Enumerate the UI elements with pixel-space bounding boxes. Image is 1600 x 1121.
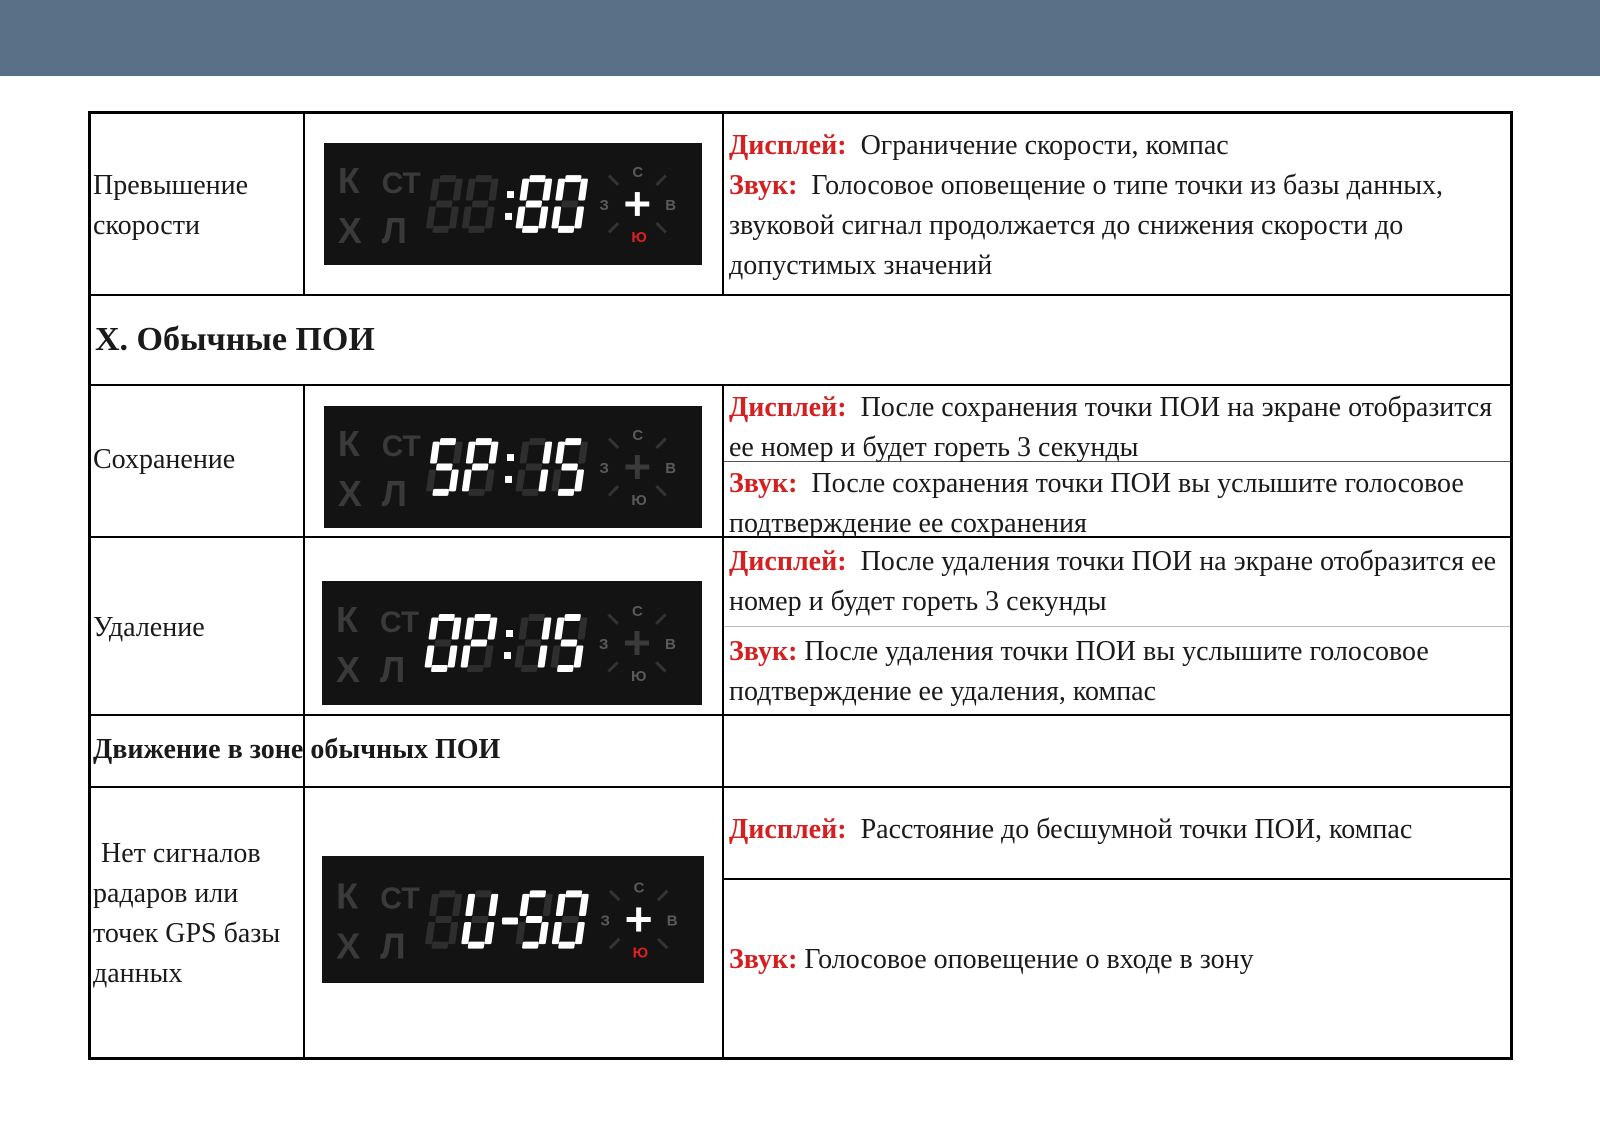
lcd-segment (575, 922, 585, 944)
lcd-segment (431, 665, 448, 672)
lcd-digit (461, 438, 499, 496)
lcd-segment (460, 646, 470, 668)
lcd-panel-save (324, 406, 702, 528)
lcd-dash (502, 917, 518, 924)
save-display-cell (729, 388, 1504, 468)
display-text: Ограничение скорости, компас (860, 130, 1229, 161)
compass-west: З (599, 636, 609, 653)
lcd-label-st: СТ (380, 882, 420, 916)
compass-east: В (665, 636, 676, 653)
lcd-segment (470, 640, 487, 647)
lcd-segment (519, 179, 529, 201)
lcd-segment (561, 201, 578, 208)
lcd-segment (529, 438, 546, 445)
lcd-segment (518, 618, 528, 640)
lcd-segment (467, 665, 484, 672)
lcd-segment (472, 464, 489, 471)
compass-west: З (600, 912, 610, 930)
lcd-segment (485, 469, 495, 491)
lcd-segment (529, 890, 546, 897)
lcd-segment (483, 646, 493, 668)
lcd-colon (504, 652, 511, 659)
compass-north: С (633, 879, 645, 897)
compass-west: З (599, 196, 609, 214)
lcd-graphic (322, 581, 702, 705)
lcd-digit (515, 890, 553, 948)
lcd-segment (555, 179, 565, 201)
lcd-segment (430, 179, 440, 201)
display-label: Дисплей: (729, 130, 847, 161)
lcd-segment (434, 640, 451, 647)
sound-text: Голосовое оповещение о входе в зону (804, 944, 1254, 975)
lcd-digit (514, 614, 552, 672)
lcd-label-x: Х (336, 925, 361, 967)
lcd-segment (524, 640, 541, 647)
row-name-save: Сохранение (93, 444, 236, 475)
lcd-label-x: Х (336, 649, 361, 690)
cell-divider (724, 626, 1510, 627)
lcd-digit (461, 175, 499, 233)
lcd-segment (525, 916, 542, 923)
lcd-label-st: СТ (381, 167, 421, 201)
lcd-segment (525, 201, 542, 208)
sound-text: После удаления точки ПОИ вы услышите голосовое подтверждение ее удаления, компас (729, 636, 1429, 707)
lcd-digit (515, 175, 553, 233)
compass-east: В (666, 912, 678, 930)
col-divider (722, 786, 724, 1057)
delete-display-cell (729, 542, 1504, 622)
lcd-segment (514, 646, 524, 668)
lcd-label-k: К (337, 424, 360, 465)
lcd-segment (472, 201, 489, 208)
sound-label: Звук: (729, 468, 798, 499)
display-label: Дисплей: (729, 546, 847, 577)
col-divider (722, 714, 724, 786)
lcd-segment (438, 614, 455, 621)
header-bar (0, 0, 1600, 76)
info-table (88, 111, 1513, 1060)
lcd-segment (515, 922, 525, 944)
sound-text: После сохранения точки ПОИ вы услышите голосовое подтверждение ее сохранения (729, 468, 1464, 539)
lcd-segment (519, 442, 529, 464)
lcd-graphic (324, 406, 702, 528)
lcd-digit (551, 438, 589, 496)
lcd-segment (432, 226, 449, 233)
lcd-segment (462, 469, 472, 491)
lcd-segment (466, 179, 476, 201)
compass-south: Ю (631, 228, 647, 246)
lcd-segment (551, 206, 561, 228)
col-divider (303, 114, 305, 294)
lcd-digit (550, 614, 588, 672)
lcd-graphic (324, 143, 702, 265)
lcd-segment (439, 438, 456, 445)
save-sound-cell (729, 464, 1504, 544)
lcd-segment (555, 442, 565, 464)
display-label: Дисплей: (729, 814, 847, 845)
lcd-label-l: Л (380, 925, 406, 967)
lcd-segment (552, 922, 562, 944)
lcd-segment (436, 201, 453, 208)
sound-text: Голосовое оповещение о типе точки из базы данных, звуковой сигнал продолжается до снижения скорости до допустимых значений (729, 170, 1444, 281)
lcd-digit (424, 890, 462, 948)
delete-sound-cell (729, 632, 1504, 712)
lcd-label-st: СТ (380, 606, 420, 639)
lcd-segment (560, 640, 577, 647)
lcd-segment (521, 665, 538, 672)
lcd-segment (550, 646, 560, 668)
compass-east: В (665, 196, 676, 214)
lcd-segment (466, 442, 476, 464)
lcd-segment (515, 206, 525, 228)
lcd-colon (505, 213, 512, 220)
lcd-segment (556, 894, 566, 916)
lcd-segment (431, 942, 448, 949)
lcd-segment (448, 922, 458, 944)
lcd-digit (425, 175, 463, 233)
lcd-panel-speeding (324, 143, 702, 265)
lcd-segment (519, 894, 529, 916)
lcd-segment (565, 175, 582, 182)
lcd-colon (506, 630, 513, 637)
compass-south: Ю (631, 491, 647, 509)
lcd-segment (551, 469, 561, 491)
lcd-segment (439, 890, 456, 897)
lcd-segment (447, 646, 457, 668)
lcd-digit (551, 175, 589, 233)
lcd-segment (462, 206, 472, 228)
lcd-segment (429, 894, 439, 916)
lcd-panel-no-signal (322, 856, 704, 983)
lcd-label-k: К (336, 875, 359, 917)
no-signal-display-cell (729, 810, 1504, 850)
zone-title: Движение в зоне обычных ПОИ (93, 734, 501, 765)
sound-label: Звук: (729, 170, 798, 201)
lcd-graphic (322, 856, 704, 983)
lcd-segment (558, 942, 575, 949)
lcd-segment (464, 618, 474, 640)
lcd-segment (558, 226, 575, 233)
compass-south: Ю (631, 668, 647, 685)
sound-label: Звук: (729, 636, 798, 667)
lcd-label-l: Л (380, 649, 406, 690)
lcd-segment (528, 614, 545, 621)
lcd-label-k: К (336, 599, 358, 640)
lcd-segment (449, 469, 459, 491)
lcd-segment (475, 438, 492, 445)
lcd-segment (558, 489, 575, 496)
lcd-segment (538, 206, 548, 228)
compass-icon (610, 891, 668, 949)
lcd-segment (564, 614, 581, 621)
lcd-segment (529, 175, 546, 182)
lcd-segment (468, 942, 485, 949)
lcd-segment (426, 469, 436, 491)
lcd-segment (539, 922, 549, 944)
lcd-label-x: Х (337, 473, 362, 514)
lcd-segment (465, 894, 475, 916)
lcd-segment (475, 175, 492, 182)
lcd-segment (461, 922, 471, 944)
compass-north: С (632, 427, 644, 445)
lcd-digit (425, 438, 463, 496)
lcd-segment (439, 175, 456, 182)
lcd-digit (424, 614, 462, 672)
lcd-segment (574, 469, 584, 491)
lcd-segment (425, 922, 435, 944)
lcd-segment (432, 489, 449, 496)
compass-north: С (632, 603, 643, 620)
compass-east: В (665, 459, 676, 477)
lcd-segment (522, 226, 539, 233)
lcd-segment (574, 206, 584, 228)
section-title: X. Обычные ПОИ (95, 321, 375, 358)
lcd-segment (525, 464, 542, 471)
lcd-segment (522, 942, 539, 949)
compass-icon (608, 614, 665, 671)
lcd-digit (460, 614, 498, 672)
lcd-segment (565, 438, 582, 445)
lcd-colon (505, 476, 512, 483)
compass-south: Ю (632, 944, 649, 962)
lcd-label-l: Л (381, 473, 407, 514)
display-text: После сохранения точки ПОИ на экране отобразится ее номер и будет гореть 3 секунды (729, 392, 1493, 463)
lcd-segment (468, 226, 485, 233)
row-name-delete: Удаление (93, 612, 205, 643)
lcd-digit (515, 438, 553, 496)
lcd-segment (471, 916, 488, 923)
lcd-segment (468, 489, 485, 496)
lcd-segment (424, 646, 434, 668)
lcd-segment (554, 618, 564, 640)
lcd-segment (565, 890, 582, 897)
lcd-segment (537, 646, 547, 668)
compass-north: С (632, 164, 644, 182)
sound-label: Звук: (729, 944, 798, 975)
lcd-label-k: К (337, 161, 360, 202)
display-text: Расстояние до бесшумной точки ПОИ, компас (860, 814, 1413, 845)
cell-divider (724, 878, 1510, 880)
lcd-segment (475, 890, 492, 897)
lcd-segment (430, 442, 440, 464)
compass-west: З (599, 459, 609, 477)
lcd-segment (561, 464, 578, 471)
lcd-segment (426, 206, 436, 228)
lcd-segment (474, 614, 491, 621)
lcd-label-x: Х (337, 210, 362, 251)
col-divider (303, 786, 305, 1057)
no-signal-sound-cell (729, 940, 1504, 980)
display-text: После удаления точки ПОИ на экране отобразится ее номер и будет гореть 3 секунды (729, 546, 1497, 617)
row-name-no-signal: Нет сигналов радаров или точек GPS базы данных (93, 838, 281, 989)
lcd-panel-delete (322, 581, 702, 705)
lcd-segment (428, 618, 438, 640)
row-divider (91, 294, 1510, 296)
lcd-segment (562, 916, 579, 923)
row-name-speeding: Превышение скорости (93, 170, 249, 241)
lcd-segment (557, 665, 574, 672)
lcd-label-l: Л (381, 210, 407, 251)
lcd-colon (507, 191, 514, 198)
compass-icon (609, 176, 666, 233)
lcd-segment (515, 469, 525, 491)
lcd-digit (461, 890, 499, 948)
lcd-colon (507, 454, 514, 461)
speeding-display-cell (729, 126, 1504, 286)
lcd-segment (435, 916, 452, 923)
col-divider (303, 386, 305, 786)
lcd-segment (436, 464, 453, 471)
lcd-segment (449, 206, 459, 228)
lcd-segment (522, 489, 539, 496)
lcd-digit (551, 890, 589, 948)
lcd-segment (484, 922, 494, 944)
display-label: Дисплей: (729, 392, 847, 423)
col-divider (722, 114, 724, 294)
lcd-segment (485, 206, 495, 228)
compass-icon (609, 439, 666, 496)
lcd-segment (538, 469, 548, 491)
lcd-segment (573, 646, 583, 668)
lcd-label-st: СТ (381, 430, 421, 464)
